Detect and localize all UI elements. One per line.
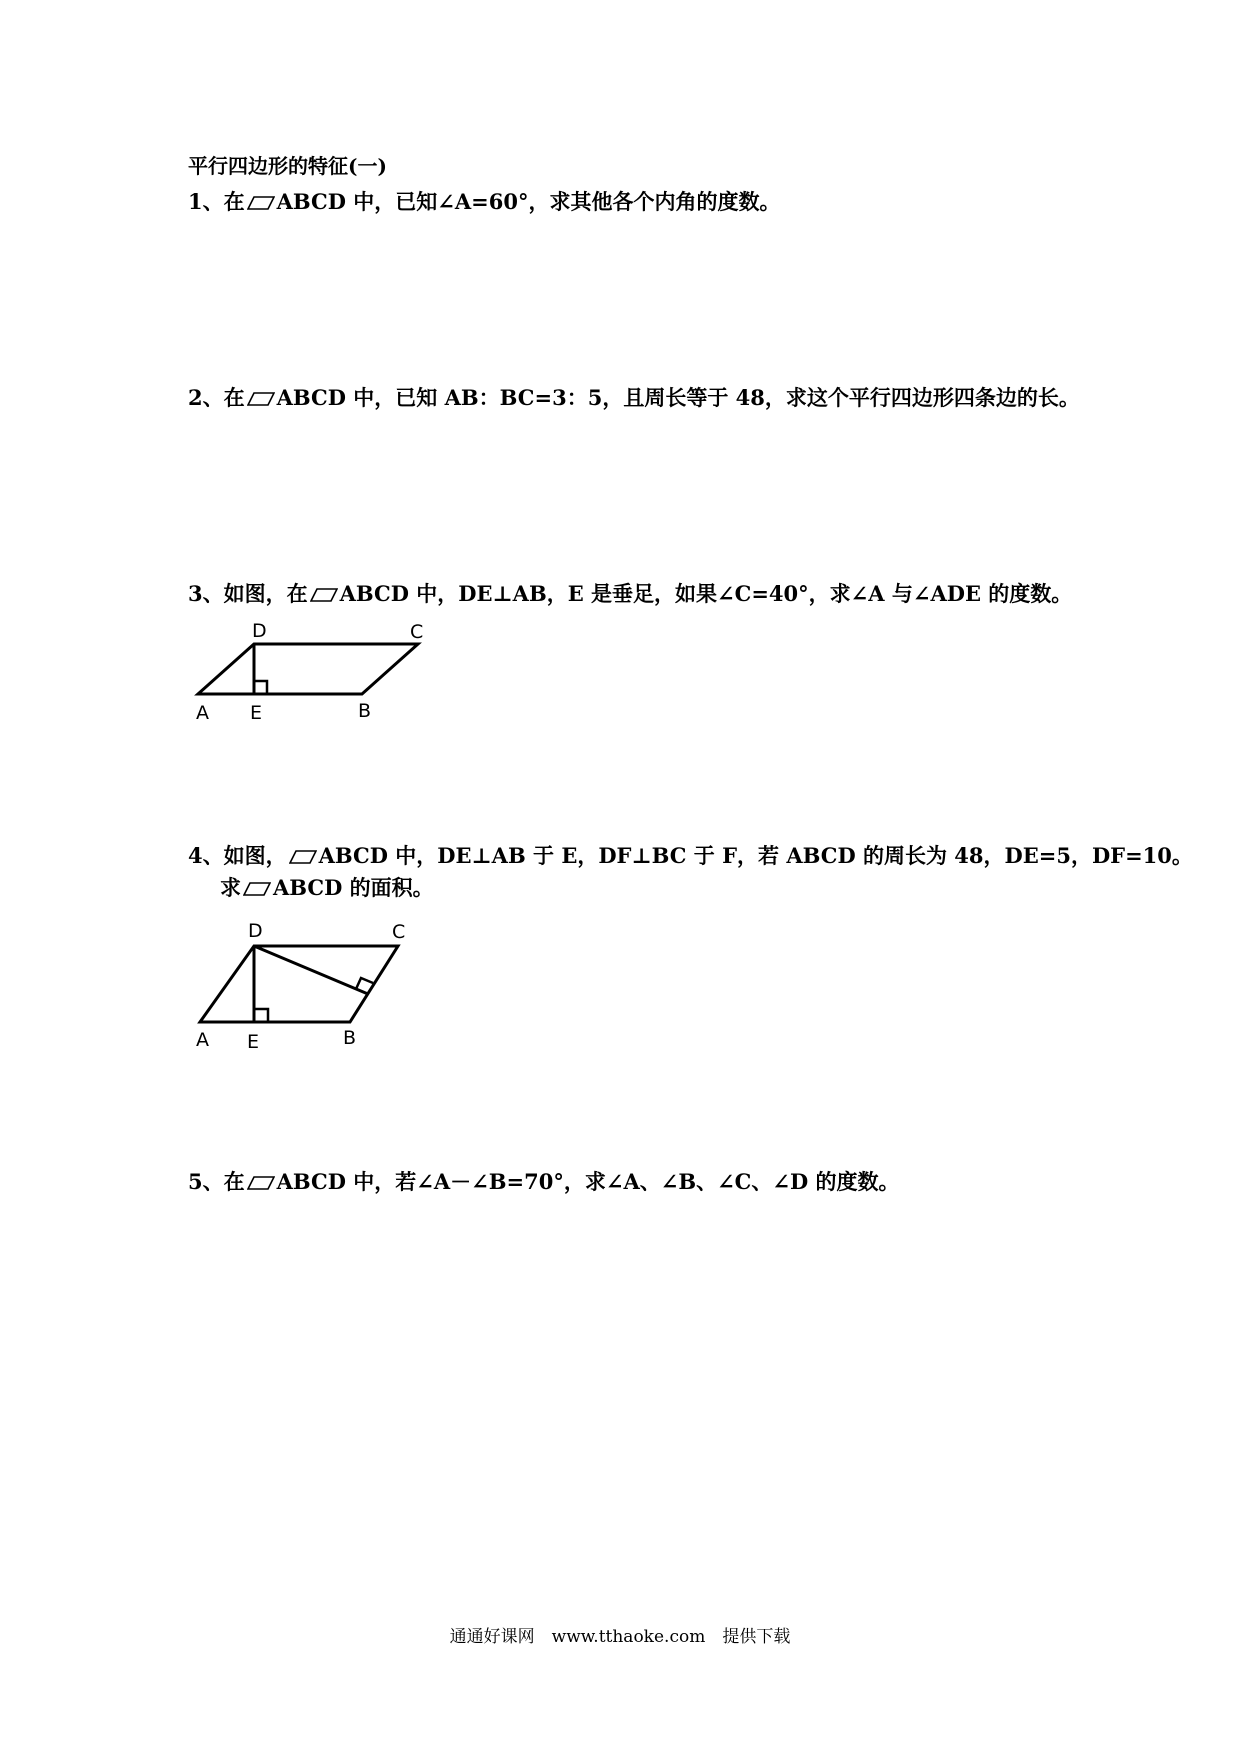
question-1-prefix: 1、在 — [188, 189, 245, 214]
figure-2-outline — [200, 946, 398, 1022]
question-2-text: ABCD 中，已知 AB：BC=3：5，且周长等于 48，求这个平行四边形四条边的长。 — [276, 385, 1080, 410]
parallelogram-icon — [247, 196, 275, 210]
figure-1-outline — [198, 644, 418, 694]
parallelogram-icon — [247, 1176, 275, 1190]
figure-1-label-a: A — [196, 702, 209, 724]
question-4-line-2-prefix: 求 — [220, 875, 241, 900]
footer-source: 通通好课网 www.tthaoke.com 提供下载 — [449, 1627, 791, 1647]
figure-2-altitude-df — [254, 946, 368, 994]
question-4-text: ABCD 中，DE⊥AB 于 E，DF⊥BC 于 F，若 ABCD 的周长为 48，DE=5，DF=10。 — [318, 843, 1193, 868]
figure-1-label-b: B — [358, 700, 372, 722]
parallelogram-icon — [243, 882, 271, 896]
question-3 — [188, 580, 1072, 608]
question-5-prefix: 5、在 — [188, 1169, 245, 1194]
question-1 — [188, 188, 781, 216]
question-3-text: ABCD 中，DE⊥AB，E 是垂足，如果∠C=40°，求∠A 与∠ADE 的度数。 — [339, 581, 1073, 606]
parallelogram-icon — [310, 588, 338, 602]
figure-2-label-c: C — [392, 921, 406, 943]
question-3-prefix: 3、如图，在 — [188, 581, 308, 606]
figure-1-label-c: C — [410, 621, 424, 643]
question-4-line-2 — [220, 874, 434, 902]
figure-2-label-d: D — [248, 920, 263, 942]
figure-2-label-a: A — [196, 1029, 209, 1051]
figure-1-label-e: E — [250, 702, 263, 724]
question-1-text: ABCD 中，已知∠A=60°，求其他各个内角的度数。 — [276, 189, 781, 214]
question-4 — [188, 842, 1193, 870]
question-4-line-2-text: ABCD 的面积。 — [273, 875, 434, 900]
figure-2-label-e: E — [247, 1031, 260, 1052]
page-title: 平行四边形的特征(一) — [188, 154, 387, 178]
question-2 — [188, 384, 1080, 412]
figure-2-label-b: B — [343, 1027, 357, 1049]
figure-1-parallelogram — [190, 620, 450, 730]
parallelogram-icon — [247, 392, 275, 406]
question-4-prefix: 4、如图， — [188, 843, 287, 868]
figure-1-right-angle-mark — [254, 681, 267, 694]
question-5 — [188, 1168, 900, 1196]
parallelogram-icon — [289, 850, 317, 864]
figure-2-right-angle-mark-e — [254, 1009, 268, 1022]
figure-1-label-d: D — [252, 620, 267, 642]
question-5-text: ABCD 中，若∠A－∠B=70°，求∠A、∠B、∠C、∠D 的度数。 — [276, 1169, 900, 1194]
figure-2-parallelogram — [190, 912, 440, 1052]
question-2-prefix: 2、在 — [188, 385, 245, 410]
